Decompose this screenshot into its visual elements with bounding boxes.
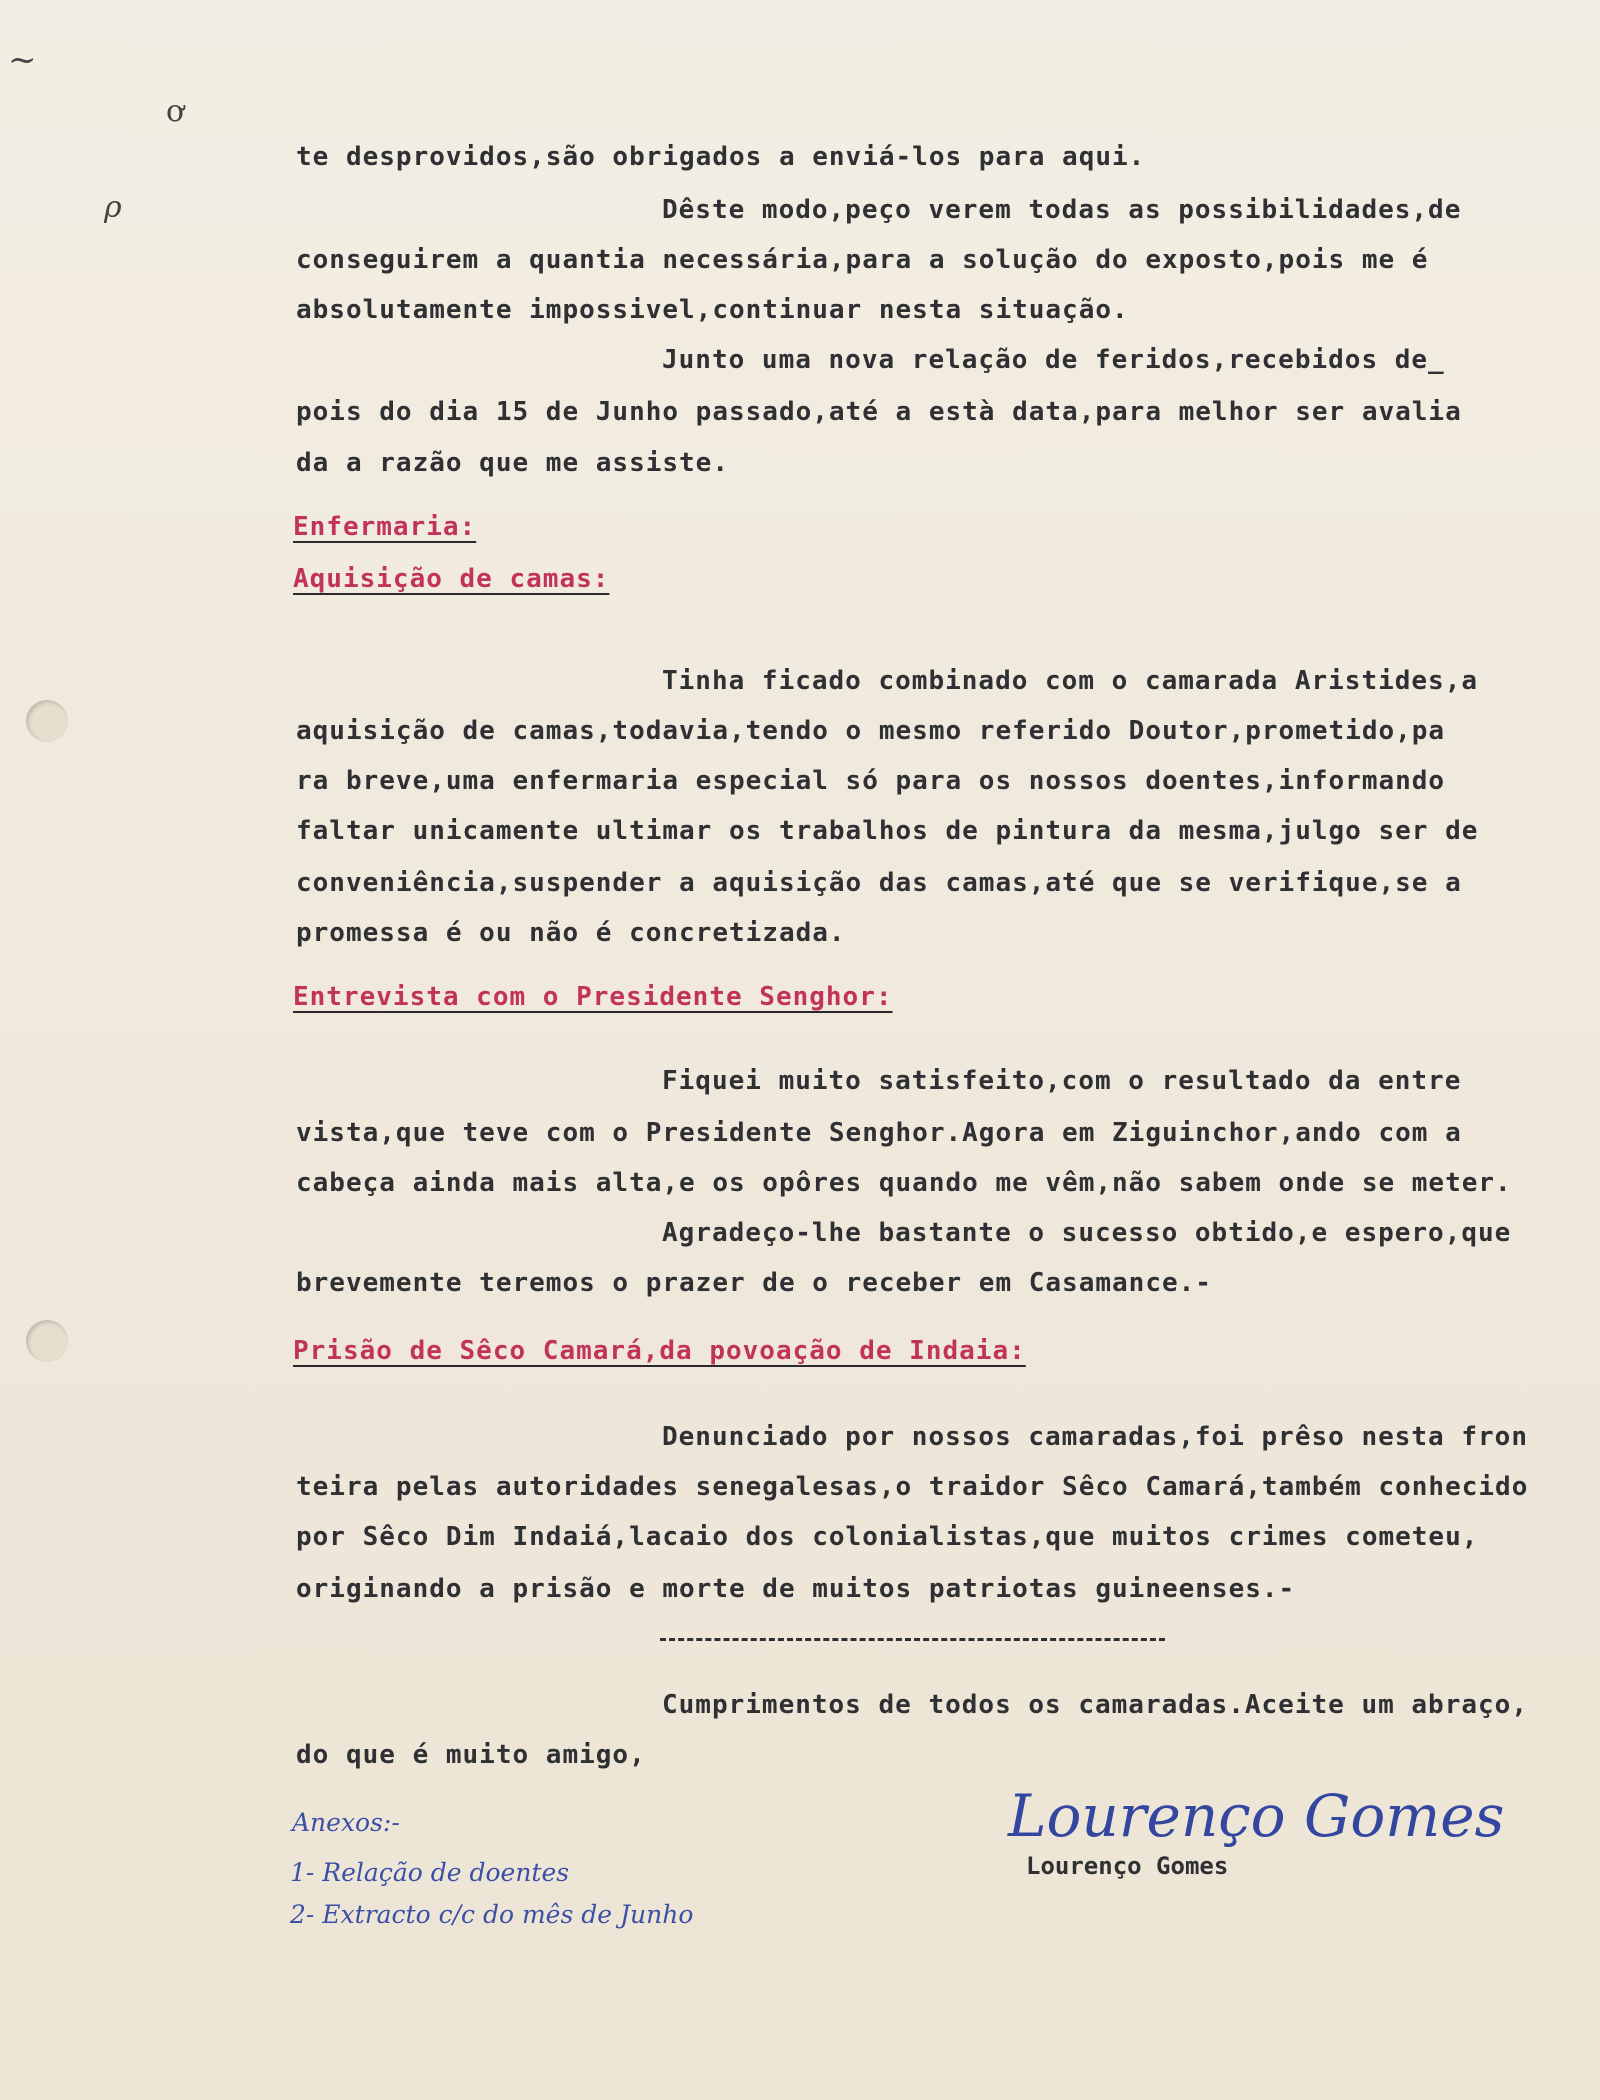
body-line: brevemente teremos o prazer de o receber em Casamance.-	[296, 1268, 1212, 1298]
body-line: Fiquei muito satisfeito,com o resultado da entre	[662, 1066, 1462, 1096]
body-line: te desprovidos,são obrigados a enviá-los para aqui.	[296, 142, 1146, 172]
closing-line: do que é muito amigo,	[296, 1740, 646, 1770]
annex-item: 1- Relação de doentes	[290, 1858, 570, 1887]
punch-hole	[26, 700, 68, 742]
body-line: promessa é ou não é concretizada.	[296, 918, 846, 948]
annex-item: 2- Extracto c/c do mês de Junho	[290, 1900, 694, 1929]
body-line: vista,que teve com o Presidente Senghor.Agora em Ziguinchor,ando com a	[296, 1118, 1462, 1148]
body-line: originando a prisão e morte de muitos patriotas guineenses.-	[296, 1574, 1296, 1604]
body-line: por Sêco Dim Indaiá,lacaio dos colonialistas,que muitos crimes cometeu,	[296, 1522, 1479, 1552]
section-heading-aquisicao-camas: Aquisição de camas:	[293, 564, 610, 594]
punch-hole	[26, 1320, 68, 1362]
body-line: absolutamente impossivel,continuar nesta situação.	[296, 295, 1129, 325]
margin-scribble: ơ	[166, 94, 185, 129]
body-line: Tinha ficado combinado com o camarada Aristides,a	[662, 666, 1479, 696]
body-line: ra breve,uma enfermaria especial só para os nossos doentes,informando	[296, 766, 1446, 796]
body-line: teira pelas autoridades senegalesas,o traidor Sêco Camará,também conhecido	[296, 1472, 1529, 1502]
body-line: conseguirem a quantia necessária,para a solução do exposto,pois me é	[296, 245, 1429, 275]
separator-rule	[660, 1638, 1165, 1641]
body-line: cabeça ainda mais alta,e os opôres quando me vêm,não sabem onde se meter.	[296, 1168, 1512, 1198]
body-line: pois do dia 15 de Junho passado,até a està data,para melhor ser avalia	[296, 397, 1462, 427]
body-line: Junto uma nova relação de feridos,recebidos de_	[662, 345, 1445, 375]
body-line: da a razão que me assiste.	[296, 448, 729, 478]
body-line: Agradeço-lhe bastante o sucesso obtido,e espero,que	[662, 1218, 1512, 1248]
margin-scribble: ~	[8, 40, 37, 80]
handwritten-signature: Lourenço Gomes	[1008, 1782, 1505, 1850]
body-line: faltar unicamente ultimar os trabalhos de pintura da mesma,julgo ser de	[296, 816, 1479, 846]
section-heading-enfermaria: Enfermaria:	[293, 512, 477, 542]
closing-line: Cumprimentos de todos os camaradas.Aceite um abraço,	[662, 1690, 1528, 1720]
annexes-title: Anexos:-	[292, 1808, 400, 1837]
body-line: Denunciado por nossos camaradas,foi prêso nesta fron	[662, 1422, 1528, 1452]
body-line: conveniência,suspender a aquisição das camas,até que se verifique,se a	[296, 868, 1462, 898]
body-line: aquisição de camas,todavia,tendo o mesmo referido Doutor,prometido,pa	[296, 716, 1446, 746]
body-line: Dêste modo,peço verem todas as possibilidades,de	[662, 195, 1462, 225]
typed-signature: Lourenço Gomes	[1026, 1852, 1229, 1880]
margin-scribble: ρ	[104, 190, 122, 225]
section-heading-prisao: Prisão de Sêco Camará,da povoação de Indaia:	[293, 1336, 1026, 1366]
section-heading-entrevista: Entrevista com o Presidente Senghor:	[293, 982, 893, 1012]
